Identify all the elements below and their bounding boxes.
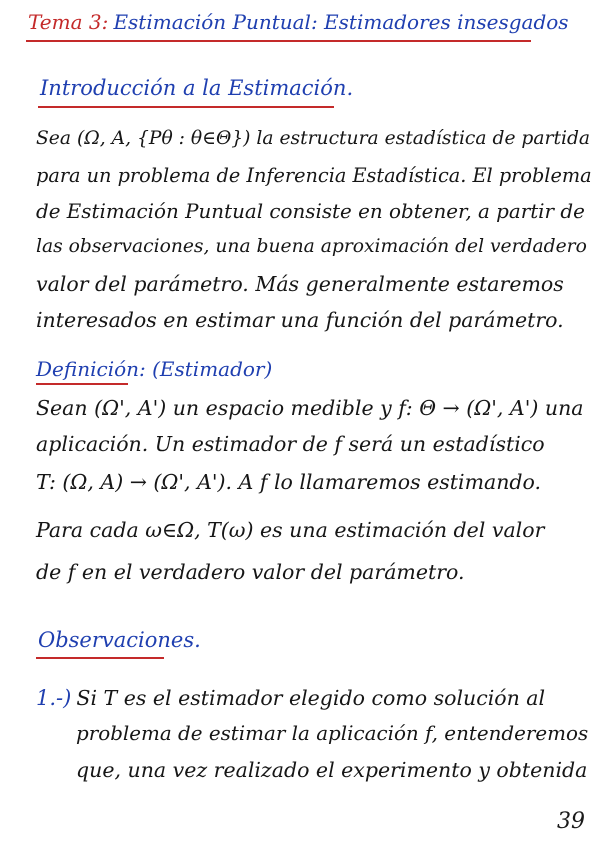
definition-line-3: T: (Ω, A) → (Ω', A'). A f lo llamaremos estimando.	[36, 470, 542, 494]
title-prefix: Tema 3:	[28, 10, 109, 34]
observation-item-line-3: que, una vez realizado el experimento y obtenida	[76, 758, 588, 782]
observation-item-1	[36, 686, 545, 710]
intro-line-1: Sea (Ω, A, {Pθ : θ∈Θ}) la estructura estadística de partida	[36, 128, 591, 149]
observation-item-number: 1.-)	[36, 686, 72, 710]
definition-underline	[36, 383, 128, 385]
page-number: 39	[557, 809, 585, 834]
intro-line-2: para un problema de Inferencia Estadística. El problema	[36, 164, 592, 187]
definition-line-4: Para cada ω∈Ω, T(ω) es una estimación del valor	[36, 518, 545, 542]
introduction-heading: Introducción a la Estimación.	[40, 76, 354, 100]
page-title	[28, 10, 569, 34]
observations-heading: Observaciones.	[38, 628, 201, 652]
intro-line-3: de Estimación Puntual consiste en obtener, a partir de	[36, 200, 585, 223]
intro-line-5: valor del parámetro. Más generalmente estaremos	[36, 272, 564, 296]
observation-item-line-1: Si T es el estimador elegido como solución al	[76, 686, 546, 710]
observations-underline	[36, 657, 164, 659]
definition-label: Definición: (Estimador)	[36, 357, 273, 381]
definition-line-5: de f en el verdadero valor del parámetro.	[36, 560, 465, 584]
intro-line-4: las observaciones, una buena aproximación del verdadero	[36, 236, 587, 257]
observation-item-line-2: problema de estimar la aplicación f, entenderemos	[76, 722, 589, 745]
intro-line-6: interesados en estimar una función del parámetro.	[36, 308, 564, 332]
definition-line-2: aplicación. Un estimador de f será un estadístico	[36, 432, 545, 456]
definition-line-1: Sean (Ω', A') un espacio medible y f: Θ → (Ω', A') una	[36, 396, 584, 420]
introduction-underline	[38, 106, 334, 108]
title-underline	[26, 40, 531, 42]
title-main: Estimación Puntual: Estimadores insesgados	[113, 10, 569, 34]
